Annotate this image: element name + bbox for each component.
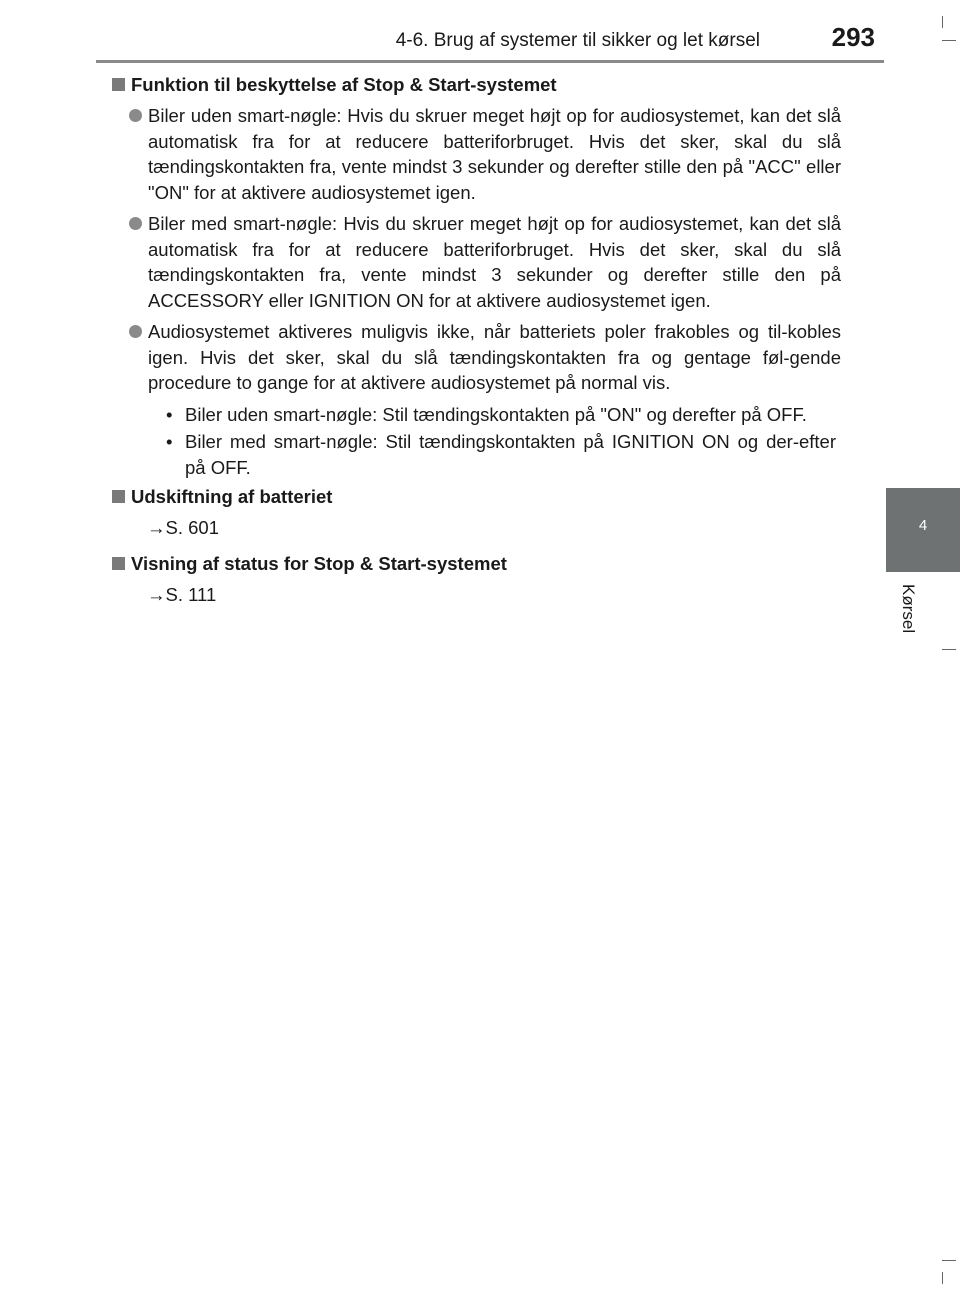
- list-item: [111, 211, 841, 313]
- sub-list-item: [166, 402, 836, 428]
- round-bullet-icon: [129, 109, 142, 122]
- small-bullet-icon: •: [166, 403, 173, 425]
- list-item-text: Audiosystemet aktiveres muligvis ikke, når batteriets poler frakobles og til-kobles igen. Hvis det sker, skal du slå tændingskontakten fra og gentage føl-gende procedure to gange for at aktivere audiosystemet på normal vis.: [148, 321, 841, 393]
- round-bullet-icon: [129, 217, 142, 230]
- square-bullet-icon: [112, 490, 125, 503]
- chapter-number: 4: [918, 517, 928, 534]
- square-bullet-icon: [112, 557, 125, 570]
- section-heading: [111, 484, 841, 510]
- heading-text: Visning af status for Stop & Start-systemet: [131, 553, 507, 574]
- page-reference: →S. 111: [147, 584, 217, 605]
- round-bullet-icon: [129, 325, 142, 338]
- sub-list-item: [166, 429, 836, 480]
- list-item: [111, 319, 841, 396]
- section-title: 4-6. Brug af systemer til sikker og let kørsel: [395, 30, 760, 51]
- list-item-text: Biler uden smart-nøgle: Hvis du skruer meget højt op for audiosystemet, kan det slå automatisk fra for at reducere batteriforbruget. Hvis det sker, skal du slå tændingskontakten fra, vente mindst 3 sekunder og derefter stille den på "ACC" eller "ON" for at aktivere audiosystemet igen.: [148, 105, 841, 203]
- chapter-label: Kørsel: [899, 584, 918, 634]
- page-reference: →S. 601: [147, 517, 219, 538]
- square-bullet-icon: [112, 78, 125, 91]
- crop-mark: [942, 1272, 943, 1284]
- list-item: [111, 103, 841, 205]
- crop-mark: [942, 16, 943, 28]
- chapter-tab: [886, 488, 960, 572]
- crop-mark: [942, 1260, 956, 1261]
- page-number: 293: [831, 22, 875, 52]
- heading-text: Udskiftning af batteriet: [131, 486, 333, 507]
- section-heading: [111, 72, 841, 98]
- page-content: [111, 72, 841, 618]
- list-item-text: Biler med smart-nøgle: Hvis du skruer meget højt op for audiosystemet, kan det slå automatisk fra for at reducere batteriforbruget. Hvis det sker, skal du slå tændingskontakten fra, vente mindst 3 sekunder og derefter stille den på ACCESSORY eller IGNITION ON for at aktivere audiosystemet igen.: [148, 213, 841, 311]
- section-heading: [111, 551, 841, 577]
- small-bullet-icon: •: [166, 431, 173, 452]
- crop-mark: [942, 649, 956, 650]
- heading-text: Funktion til beskyttelse af Stop & Start-systemet: [131, 74, 557, 95]
- sub-list-item-text: Biler med smart-nøgle: Stil tændingskontakten på IGNITION ON og der-efter på OFF.: [185, 431, 836, 478]
- header-rule: [96, 60, 884, 63]
- sub-list-item-text: Biler uden smart-nøgle: Stil tændingskontakten på "ON" og derefter på OFF.: [185, 403, 807, 425]
- crop-mark: [942, 40, 956, 41]
